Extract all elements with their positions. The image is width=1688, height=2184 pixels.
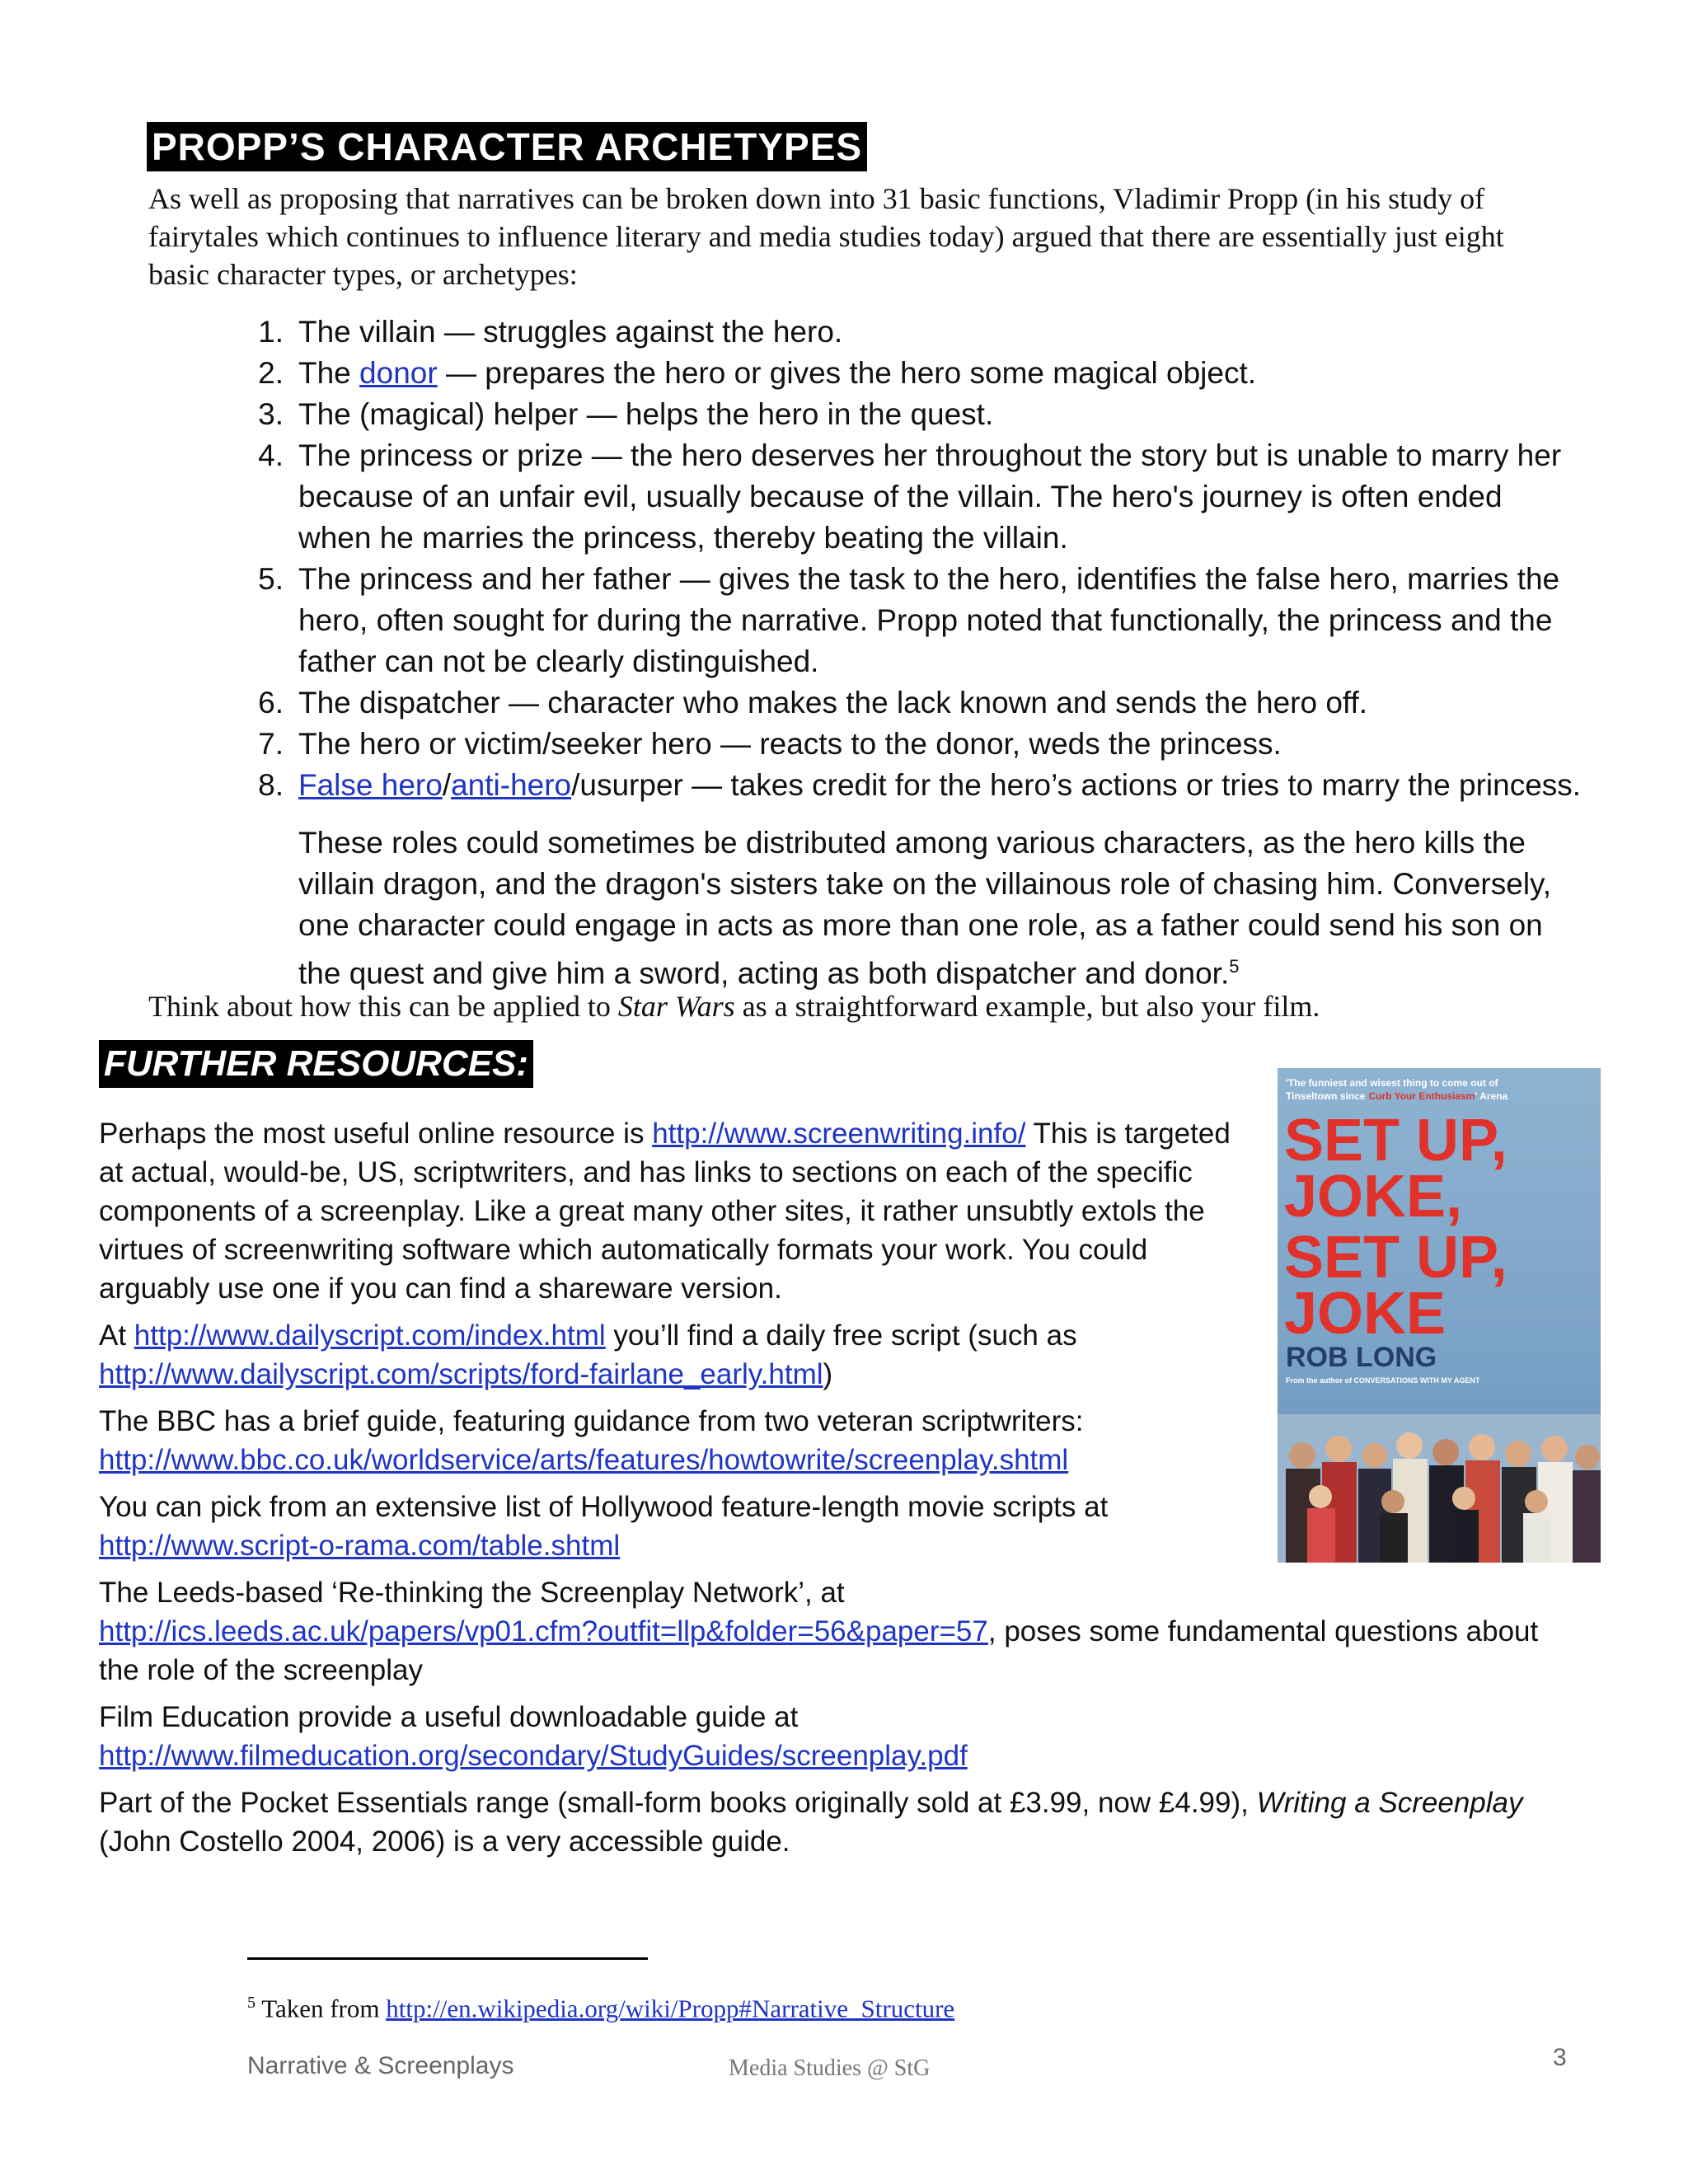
section-heading-archetypes: PROPP’S CHARACTER ARCHETYPES xyxy=(147,122,867,171)
svg-text:Tinseltown sinceCurb Your Enth xyxy=(1286,1090,1507,1102)
resource-dailyscript xyxy=(99,1316,1245,1394)
book-title-line: JOKE, xyxy=(1284,1164,1463,1230)
footnote-number: 5 xyxy=(247,1994,256,2012)
resource-text: ) xyxy=(823,1358,833,1390)
list-item-text: The xyxy=(298,356,360,390)
list-item xyxy=(247,765,1582,806)
book-tagline: 'The funniest and wisest thing to come out of xyxy=(1286,1077,1498,1089)
footnote xyxy=(247,1986,954,2025)
script-o-rama-link[interactable]: http://www.script-o-rama.com/table.shtml xyxy=(99,1530,621,1562)
book-subtitle: From the author of CONVERSATIONS WITH MY AGENT xyxy=(1286,1376,1480,1385)
resource-text: (John Costello 2004, 2006) is a very accessible guide. xyxy=(99,1825,790,1858)
list-number: 3. xyxy=(258,397,284,431)
resource-pocket-essentials xyxy=(99,1783,1566,1861)
resource-text: , poses some fundamental questions about the role of the screenplay xyxy=(99,1615,1539,1686)
footnote-divider xyxy=(247,1957,648,1960)
resource-film-education xyxy=(99,1698,1566,1775)
list-item-text: The princess and her father — gives the task to the hero, identifies the false hero, marries the hero, often sought for during the narrative. Propp noted that functionally, the princess and the father can not be clearly distinguished. xyxy=(298,562,1560,678)
book-author: ROB LONG xyxy=(1286,1342,1437,1373)
resource-text: Film Education provide a useful downloadable guide at xyxy=(99,1701,799,1733)
list-number: 4. xyxy=(258,438,284,472)
resource-text: You can pick from an extensive list of Hollywood feature-length movie scripts at xyxy=(99,1491,1109,1523)
dailyscript-fairlane-link[interactable]: http://www.dailyscript.com/scripts/ford-fairlane_early.html xyxy=(99,1358,823,1390)
list-item xyxy=(247,559,1582,682)
book-title-line: SET UP, xyxy=(1284,1225,1507,1291)
list-number: 5. xyxy=(258,562,284,596)
list-number: 6. xyxy=(258,686,284,719)
list-item-text: The dispatcher — character who makes the lack known and sends the hero off. xyxy=(298,686,1368,719)
star-wars-title: Star Wars xyxy=(617,990,735,1023)
list-item-text: The princess or prize — the hero deserves her throughout the story but is unable to marry her because of an unfair evil, usually because of the villain. The hero's journey is often ended when he marries the princess, thereby beating the villain. xyxy=(298,438,1562,555)
footnote-ref[interactable]: 5 xyxy=(1229,956,1240,977)
film-education-link[interactable]: http://www.filmeducation.org/secondary/StudyGuides/screenplay.pdf xyxy=(99,1740,968,1772)
list-item xyxy=(247,435,1582,559)
roles-note-text: These roles could sometimes be distributed among various characters, as the hero kills the villain dragon, and the dragon's sisters take on the villainous role of chasing him. Conversely, one character could engage in acts as more than one role, as a father could send his son on the quest and give him a sword, acting as both dispatcher and donor. xyxy=(298,826,1552,991)
book-title-italic: Writing a Screenplay xyxy=(1256,1787,1523,1819)
bbc-guide-link[interactable]: http://www.bbc.co.uk/worldservice/arts/features/howtowrite/screenplay.shtml xyxy=(99,1444,1069,1476)
list-item-text: The (magical) helper — helps the hero in the quest. xyxy=(298,397,994,431)
list-item-text: — prepares the hero or gives the hero some magical object. xyxy=(437,356,1257,390)
page-number: 3 xyxy=(1553,2044,1567,2071)
resource-text: The BBC has a brief guide, featuring guidance from two veteran scriptwriters: xyxy=(99,1405,1084,1437)
footer-doc-title: Narrative & Screenplays xyxy=(247,2052,514,2079)
wikipedia-propp-link[interactable]: http://en.wikipedia.org/wiki/Propp#Narrative_Structure xyxy=(386,1994,955,2023)
resource-bbc xyxy=(99,1402,1566,1479)
resource-screenwriting xyxy=(99,1114,1245,1308)
book-tagline-highlight: Curb Your Enthusiasm xyxy=(1368,1090,1475,1102)
separator: / xyxy=(442,768,452,802)
section-heading-resources: FURTHER RESOURCES: xyxy=(99,1040,533,1088)
list-number: 2. xyxy=(258,356,284,390)
resources-section xyxy=(99,1114,1566,1869)
resource-scriptorama xyxy=(99,1488,1566,1565)
resource-text: At xyxy=(99,1319,134,1352)
dailyscript-index-link[interactable]: http://www.dailyscript.com/index.html xyxy=(134,1319,606,1352)
screenwriting-link[interactable]: http://www.screenwriting.info/ xyxy=(652,1118,1026,1150)
list-item-text: The hero or victim/seeker hero — reacts to the donor, weds the princess. xyxy=(298,727,1282,761)
intro-paragraph: As well as proposing that narratives can be broken down into 31 basic functions, Vladimir Propp (in his study of fairytales which continues to influence literary and media studies today) argued that there are essentially just eight basic character types, or archetypes: xyxy=(148,182,1504,291)
list-number: 7. xyxy=(258,727,284,761)
donor-link[interactable]: donor xyxy=(359,356,438,390)
roles-note-paragraph xyxy=(298,823,1584,994)
list-item xyxy=(247,394,1582,435)
false-hero-link[interactable]: False hero xyxy=(298,768,443,802)
resource-text: This is targeted at actual, would-be, US, scriptwriters, and has links to sections on each of the specific components of a screenplay. Like a great many other sites, it rather unsubtly extols the virtues of screenwriting software which automatically formats your work. You could arguably use one if you can find a shareware version. xyxy=(99,1118,1231,1305)
resource-text: Perhaps the most useful online resource is xyxy=(99,1118,653,1150)
list-item-text: /usurper — takes credit for the hero’s actions or tries to marry the princess. xyxy=(571,768,1582,802)
list-number: 8. xyxy=(258,768,284,802)
book-title-line: SET UP, xyxy=(1284,1108,1507,1174)
resource-text: Part of the Pocket Essentials range (small-form books originally sold at £3.99, now £4.99), xyxy=(99,1787,1257,1819)
resource-text: you’ll find a daily free script (such as xyxy=(605,1319,1077,1352)
anti-hero-link[interactable]: anti-hero xyxy=(451,768,572,802)
list-item xyxy=(247,682,1582,724)
list-item xyxy=(247,353,1582,394)
list-item xyxy=(247,724,1582,765)
book-tagline: Tinseltown since xyxy=(1286,1090,1366,1102)
list-number: 1. xyxy=(258,315,284,349)
book-tagline-source: ' Arena xyxy=(1475,1090,1508,1102)
resource-text: The Leeds-based ‘Re-thinking the Screenplay Network’, at xyxy=(99,1577,845,1609)
think-text: as a straightforward example, but also your film. xyxy=(734,990,1320,1023)
footer-department: Media Studies @ StG xyxy=(729,2055,931,2081)
book-title-line: JOKE xyxy=(1284,1281,1447,1347)
leeds-network-link[interactable]: http://ics.leeds.ac.uk/papers/vp01.cfm?outfit=llp&folder=56&paper=57 xyxy=(99,1615,988,1647)
think-text: Think about how this can be applied to xyxy=(148,990,618,1023)
archetype-list xyxy=(247,312,1582,806)
footnote-text: Taken from xyxy=(256,1994,387,2023)
think-paragraph xyxy=(148,987,1566,1025)
resource-leeds xyxy=(99,1573,1566,1690)
list-item-text: The villain — struggles against the hero. xyxy=(298,315,843,349)
list-item xyxy=(247,312,1582,353)
